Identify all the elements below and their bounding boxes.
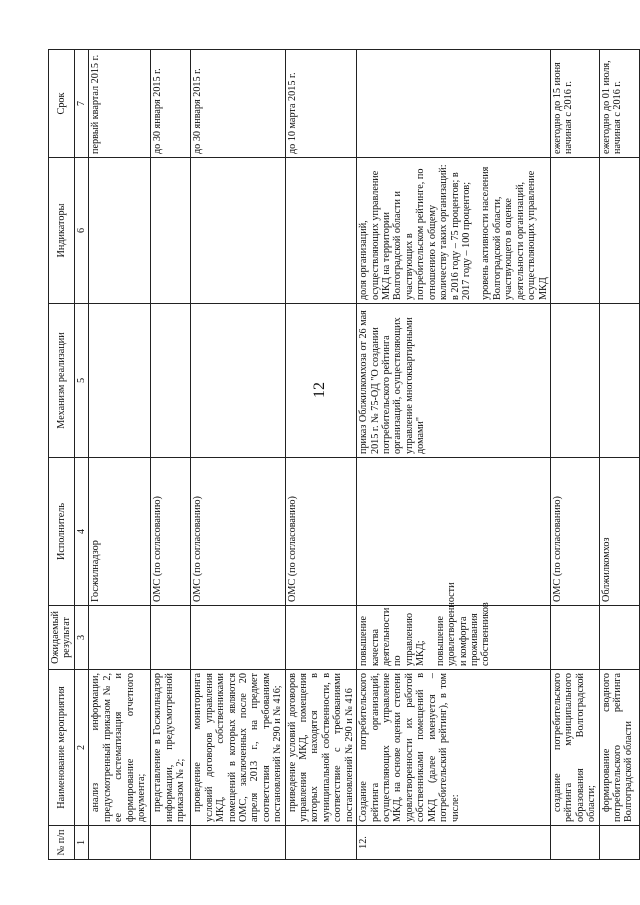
row-term: [357, 50, 551, 158]
table-row: [599, 50, 639, 860]
table-row: [550, 50, 599, 860]
column-number: 7: [74, 50, 88, 158]
column-number: 5: [74, 304, 88, 458]
row-executor: Облжилкомхоз: [599, 458, 639, 606]
indicator-text: уровень активности населения Волгоградской области, участвующего в оценке деятельности организаций, осуществляющих управление МКД: [480, 166, 549, 300]
row-indicators: [89, 158, 151, 304]
row-mechanism: [151, 304, 191, 458]
row-term: до 30 января 2015 г.: [151, 50, 191, 158]
row-name: приведение условий договоров управления МКД, помещения которых находятся в муниципальной собственности, в соответствие с требованиями постановлений № 290 и № 416: [285, 670, 357, 826]
header-name: Наименование мероприятия: [49, 670, 75, 826]
header-mechanism: Механизм реализации: [49, 304, 75, 458]
column-number: 1: [74, 826, 88, 860]
row-result: [191, 606, 285, 670]
row-term: ежегодно до 01 июля, начиная с 2016 г.: [599, 50, 639, 158]
column-number: 2: [74, 670, 88, 826]
row-num: [285, 826, 357, 860]
row-indicators: [191, 158, 285, 304]
column-number: 3: [74, 606, 88, 670]
row-term: ежегодно до 15 июня начиная с 2016 г.: [550, 50, 599, 158]
table-row: [191, 50, 285, 860]
row-name: Создание потребительского рейтинга организаций, осуществляющих управление МКД, на основе оценки степени удовлетворенности их работой собственниками помещений в МКД (далее именуется – потребительский рейтинг), в том числе:: [357, 670, 551, 826]
row-indicators: [151, 158, 191, 304]
header-row: [49, 50, 75, 860]
header-num: № п/п: [49, 826, 75, 860]
row-term: до 30 января 2015 г.: [191, 50, 285, 158]
rotated-page: [48, 50, 635, 860]
row-mechanism: [89, 304, 151, 458]
row-indicators: [550, 158, 599, 304]
indicator-text: доля организаций, осуществляющих управление МКД на территории Волгоградской области и участвующих в потребительском рейтинге, по отношению к общему количеству таких организаций: в 2016 году – 75 процентов; в 2017 году – 100 процентов;: [358, 164, 472, 300]
spacer: [472, 161, 480, 300]
row-num: [550, 826, 599, 860]
row-num: [151, 826, 191, 860]
row-name: представление в Госжилнадзор информации, предусмотренной приказом № 2;: [151, 670, 191, 826]
header-executor: Исполнитель: [49, 458, 75, 606]
spacer: [427, 609, 435, 666]
row-result: [550, 606, 599, 670]
header-indicators: Индикаторы: [49, 158, 75, 304]
row-mechanism: приказ Облжилкомхоза от 26 мая 2015 г. № 75-ОД "О создании потребительского рейтинга организаций, осуществляющих управление многоквартирными домами": [357, 304, 551, 458]
row-name: анализ информации, предусмотренный приказом № 2, ее систематизация и формирование отчетного документа;: [89, 670, 151, 826]
row-executor: ОМС (по согласованию): [550, 458, 599, 606]
row-name: формирование сводного потребительского рейтинга Волгоградской области: [599, 670, 639, 826]
row-executor: ОМС (по согласованию): [285, 458, 357, 606]
row-result: [151, 606, 191, 670]
header-result: Ожидаемый результат: [49, 606, 75, 670]
row-name: создание потребительского рейтинга муниципального образования Волгоградской области;: [550, 670, 599, 826]
row-num: [599, 826, 639, 860]
row-result: [285, 606, 357, 670]
header-term: Срок: [49, 50, 75, 158]
row-num: [191, 826, 285, 860]
result-text: повышение удовлетворенности и комфорта проживания собственников: [434, 582, 492, 666]
row-num: [89, 826, 151, 860]
row-executor: ОМС (по согласованию): [151, 458, 191, 606]
row-result: [599, 606, 639, 670]
row-executor: ОМС (по согласованию): [191, 458, 285, 606]
row-indicators: [599, 158, 639, 304]
row-indicators: [285, 158, 357, 304]
row-mechanism: [550, 304, 599, 458]
table-row: [285, 50, 357, 860]
table-row: [357, 50, 551, 860]
table-row: [151, 50, 191, 860]
row-indicators: [357, 158, 551, 304]
row-name: проведение мониторинга условий договоров управления МКД, собственниками помещений в которых являются ОМС, заключенных после 20 апреля 2013 г., на предмет соответствия требованиям постановлений № 290 и № 416;: [191, 670, 285, 826]
row-executor: Госжилнадзор: [89, 458, 151, 606]
row-result: [89, 606, 151, 670]
row-mechanism: [285, 304, 357, 458]
column-number-row: [74, 50, 88, 860]
page-number: 12: [311, 382, 328, 398]
row-result: [357, 582, 551, 670]
column-number: 4: [74, 458, 88, 606]
result-text: повышение качества деятельности по управлению МКД;: [358, 607, 427, 666]
column-number: 6: [74, 158, 88, 304]
table-row: [89, 50, 151, 860]
row-mechanism: [599, 304, 639, 458]
row-term: до 10 марта 2015 г.: [285, 50, 357, 158]
activities-table: [48, 49, 640, 860]
row-mechanism: [191, 304, 285, 458]
row-term: первый квартал 2015 г.: [89, 50, 151, 158]
row-num: 12.: [357, 826, 551, 860]
